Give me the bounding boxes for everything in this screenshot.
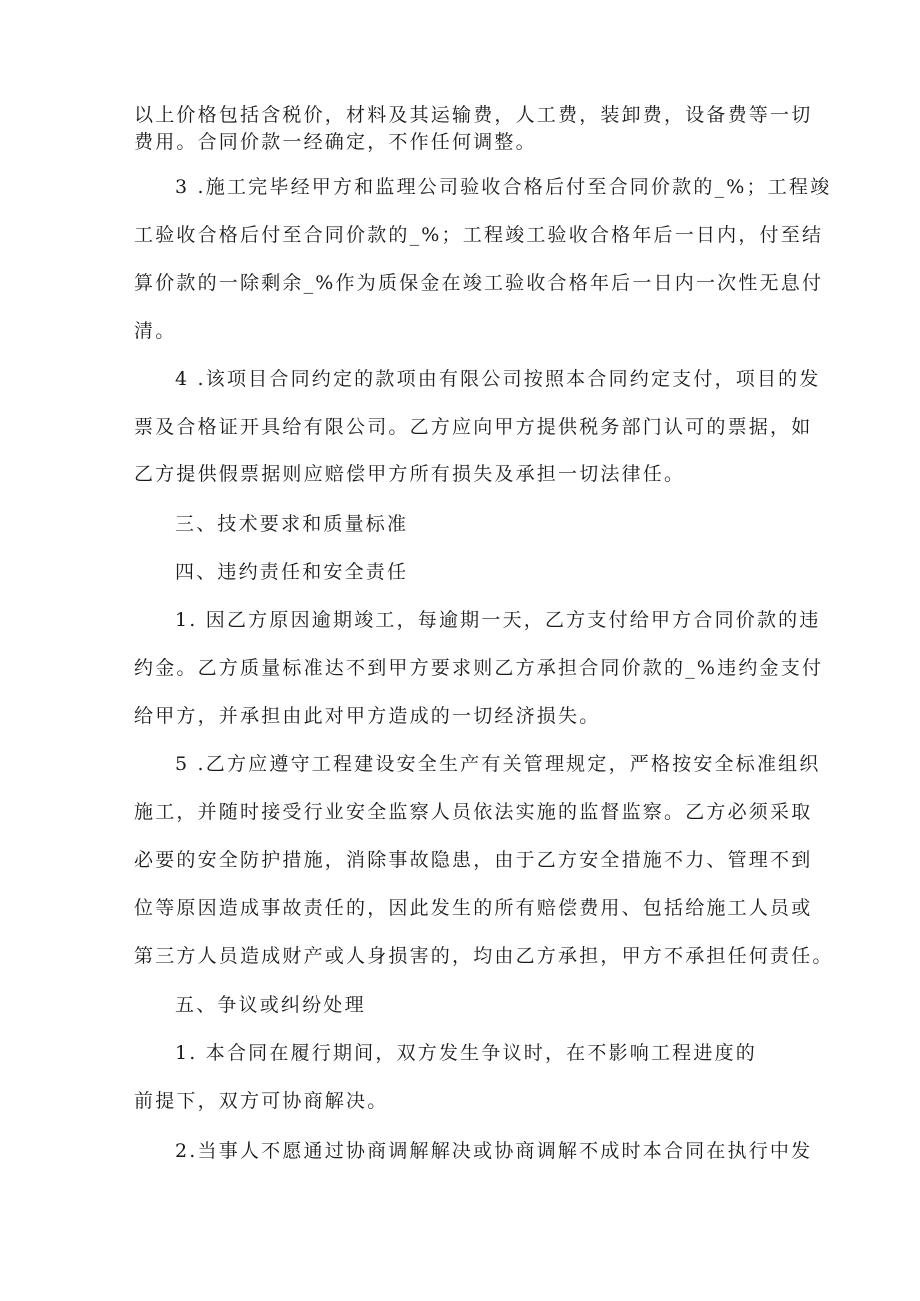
text-line: 5 .乙方应遵守工程建设安全生产有关管理规定，严格按安全标准组织	[175, 753, 821, 775]
text-line: 2.当事人不愿通过协商调解解决或协商调解不成时本合同在执行中发	[175, 1140, 813, 1162]
text-line: 1. 因乙方原因逾期竣工，每逾期一天，乙方支付给甲方合同价款的违	[175, 609, 821, 631]
text-line: 给甲方，并承担由此对甲方造成的一切经济损失。	[134, 705, 601, 727]
text-line: 票及合格证开具给有限公司。乙方应向甲方提供税务部门认可的票据，如	[134, 416, 813, 438]
text-line: 必要的安全防护措施，消除事故隐患，由于乙方安全措施不力、管理不到	[134, 849, 813, 871]
text-line: 前提下，双方可协商解决。	[134, 1090, 389, 1112]
text-line: 4 .该项目合同约定的款项由有限公司按照本合同约定支付，项目的发	[175, 368, 821, 390]
text-line: 以上价格包括含税价，材料及其运输费，人工费，装卸费，设备费等一切	[134, 104, 813, 126]
text-line: 第三方人员造成财产或人身损害的，均由乙方承担，甲方不承担任何责任。	[134, 945, 834, 967]
text-line: 约金。乙方质量标准达不到甲方要求则乙方承担合同价款的_%违约金支付	[134, 657, 824, 679]
text-line: 算价款的一除剩余_%作为质保金在竣工验收合格年后一日内一次性无息付	[134, 272, 824, 294]
text-line: 3 .施工完毕经甲方和监理公司验收合格后付至合同价款的_%；工程竣	[175, 176, 832, 198]
text-line: 清。	[134, 320, 177, 342]
text-line: 位等原因造成事故责任的，因此发生的所有赔偿费用、包括给施工人员或	[134, 897, 813, 919]
text-line: 费用。合同价款一经确定，不作任何调整。	[134, 131, 537, 153]
section-heading: 四、违约责任和安全责任	[175, 561, 409, 583]
section-heading: 五、争议或纠纷处理	[175, 994, 366, 1016]
text-line: 工验收合格后付至合同价款的_%；工程竣工验收合格年后一日内，付至结	[134, 224, 824, 246]
text-line: 1. 本合同在履行期间，双方发生争议时，在不影响工程进度的	[175, 1042, 757, 1064]
text-line: 施工，并随时接受行业安全监察人员依法实施的监督监察。乙方必须采取	[134, 801, 813, 823]
section-heading: 三、技术要求和质量标准	[175, 513, 409, 535]
text-line: 乙方提供假票据则应赔偿甲方所有损失及承担一切法律任。	[134, 463, 686, 485]
